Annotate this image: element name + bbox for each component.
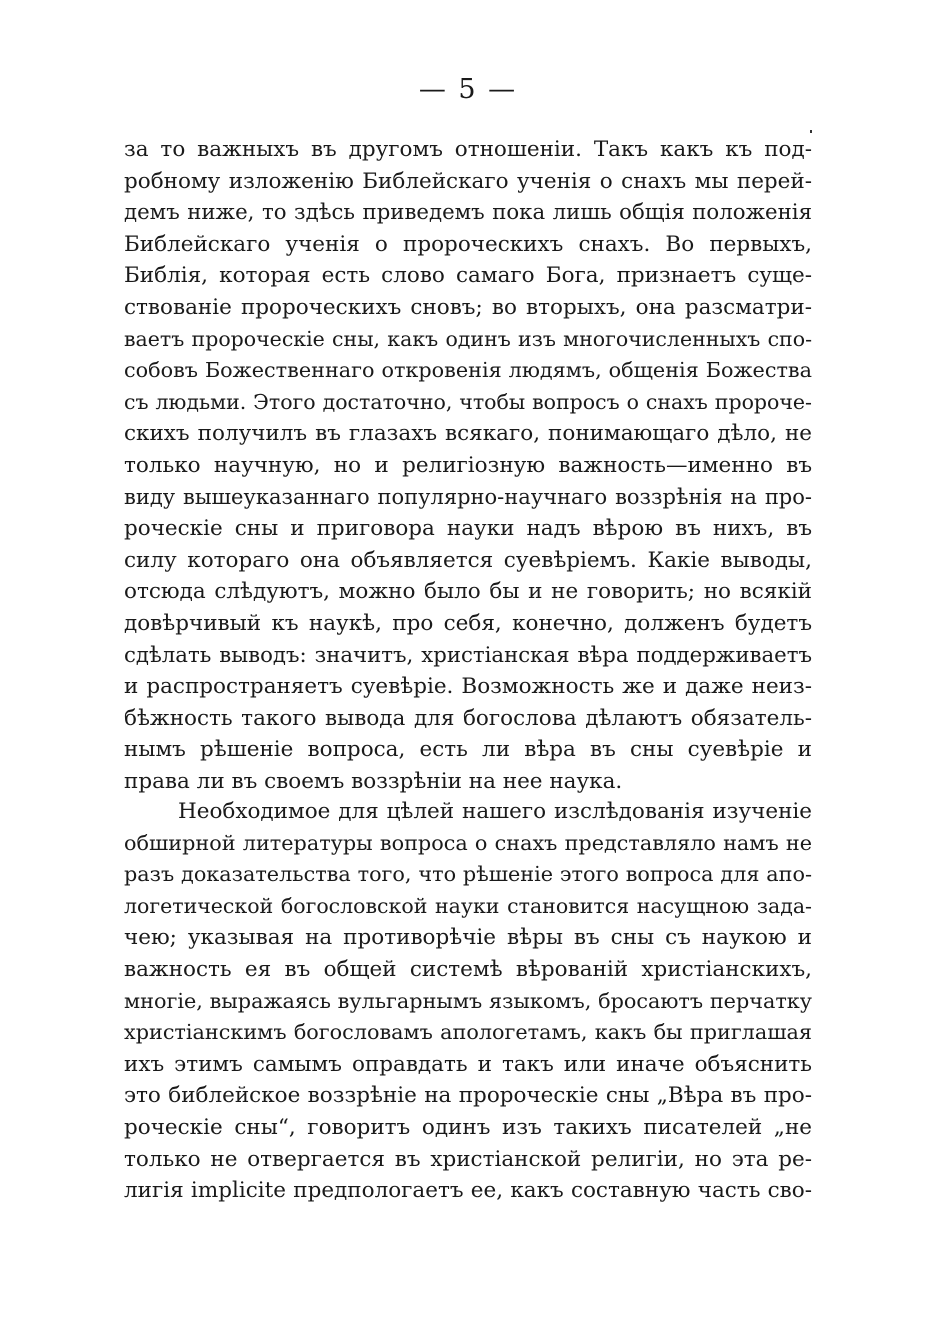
text-line: нымъ рѣшеніе вопроса, есть ли вѣра въ сны суевѣріе и (124, 737, 812, 763)
page-number: — 5 — (418, 74, 518, 105)
text-line: силу котораго она объявляется суевѣріемъ. Какіе выводы, (124, 547, 812, 573)
text-line: ихъ этимъ самымъ оправдать и такъ или иначе объяснить (124, 1051, 812, 1077)
text-line: ствованіе пророческихъ сновъ; во вторыхъ, она разсматри- (124, 294, 812, 320)
text-line: Библія, которая есть слово самаго Бога, признаетъ суще- (124, 263, 812, 289)
text-line: логетической богословской науки становится насущною зада- (124, 893, 812, 918)
text-line: ваетъ пророческіе сны, какъ одинъ изъ многочисленныхъ спо- (124, 326, 812, 351)
text-line: довѣрчивый къ наукѣ, про себя, конечно, долженъ будетъ (124, 610, 812, 636)
text-line: виду вышеуказаннаго популярно-научнаго воззрѣнія на про- (124, 484, 812, 509)
text-line: бѣжность такого вывода для богослова дѣлаютъ обязатель- (124, 705, 812, 731)
text-line: сдѣлать выводъ: значитъ, христіанская вѣра поддерживаетъ (124, 642, 812, 668)
text-line: чею; указывая на противорѣчіе вѣры въ сны съ наукою и (124, 925, 812, 951)
text-line: права ли въ своемъ воззрѣніи на нее наука. (124, 768, 623, 794)
text-line: разъ доказательства того, что рѣшеніе этого вопроса для апо- (124, 862, 812, 887)
text-line: лигія implicite предпологаетъ ее, какъ составную часть сво- (124, 1178, 812, 1204)
text-line: только научную, но и религіозную важность—именно въ (124, 452, 812, 478)
text-line: только не отвергается въ христіанской религіи, но эта ре- (124, 1146, 812, 1172)
text-line: многіе, выражаясь вульгарнымъ языкомъ, бросаютъ перчатку (124, 988, 812, 1013)
text-line: роческіе сны“, говоритъ одинъ изъ такихъ писателей „не (124, 1114, 812, 1140)
text-line: за то важныхъ въ другомъ отношеніи. Такъ какъ къ под- (124, 137, 812, 162)
text-line: Библейскаго ученія о пророческихъ снахъ. Во первыхъ, (124, 231, 812, 257)
text-line: роческіе сны и приговора науки надъ вѣрою въ нихъ, въ (124, 516, 812, 542)
paragraph-2 (124, 796, 812, 1207)
print-speck (810, 130, 812, 133)
text-line: Необходимое для цѣлей нашего изслѣдованія изученіе (178, 799, 812, 824)
text-line: отсюда слѣдуютъ, можно было бы и не говорить; но всякій (124, 579, 812, 605)
text-line: демъ ниже, то здѣсь приведемъ пока лишь общія положенія (124, 200, 812, 226)
text-line: робному изложенію Библейскаго ученія о снахъ мы перей- (124, 168, 812, 194)
text-line: и распространяетъ суевѣріе. Возможность же и даже неиз- (124, 674, 812, 700)
text-line: обширной литературы вопроса о снахъ представляло намъ не (124, 830, 812, 855)
text-line: это библейское воззрѣніе на пророческіе сны „Вѣра въ про- (124, 1083, 812, 1109)
paragraph-1 (124, 134, 812, 797)
text-line: христіанскимъ богословамъ апологетамъ, какъ бы приглашая (124, 1020, 812, 1045)
text-line: съ людьми. Этого достаточно, чтобы вопросъ о снахъ пророче- (124, 389, 812, 414)
text-line: скихъ получилъ въ глазахъ всякаго, понимающаго дѣло, не (124, 421, 812, 447)
text-line: собовъ Божественнаго откровенія людямъ, общенія Божества (124, 358, 812, 383)
text-line: важность ея въ общей системѣ вѣрованій христіанскихъ, (124, 956, 812, 982)
